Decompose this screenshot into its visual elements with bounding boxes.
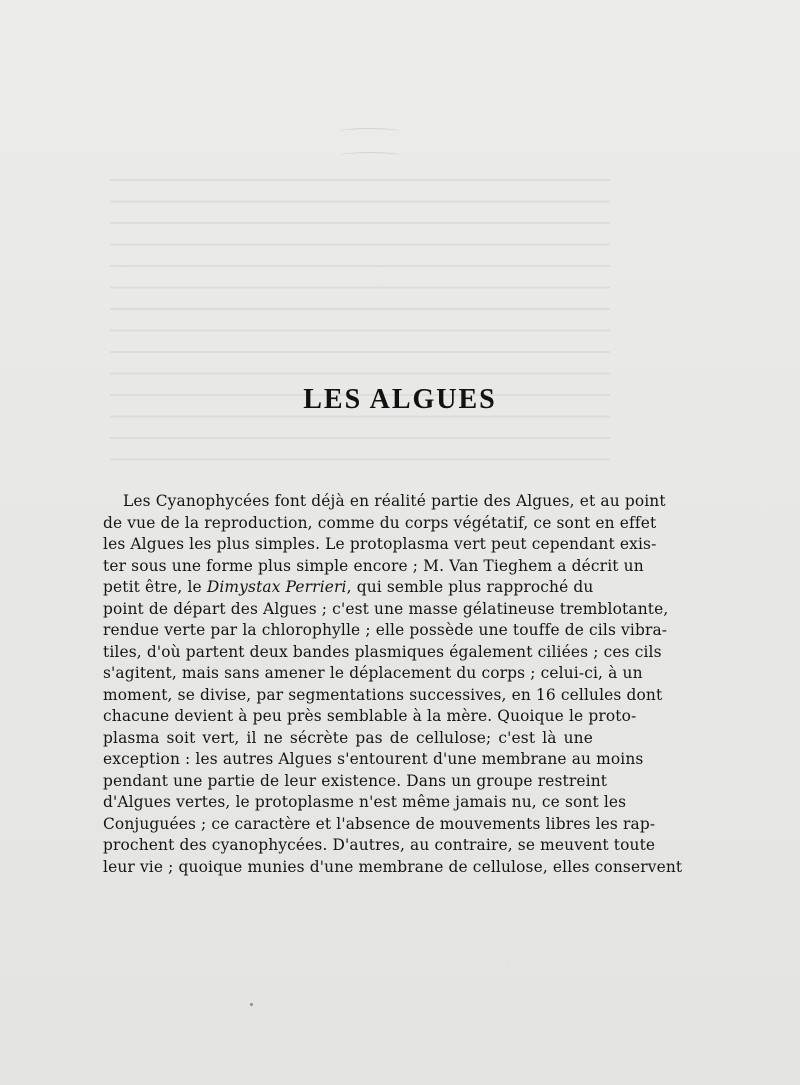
text-line: exception : les autres Algues s'entourent d'une membrane au moins xyxy=(103,750,644,768)
body-paragraph xyxy=(103,491,683,878)
ink-speck xyxy=(250,1003,253,1006)
text-line: de vue de la reproduction, comme du corps végétatif, ce sont en effet xyxy=(103,513,657,532)
text-line: petit être, le Dimystax Perrieri, qui semble plus rapproché du xyxy=(103,578,594,596)
text-line: point de départ des Algues ; c'est une masse gélatineuse tremblotante, xyxy=(103,599,669,618)
text-line: leur vie ; quoique munies d'une membrane de cellulose, elles conservent xyxy=(103,857,683,876)
text-line: Les Cyanophycées font déjà en réalité partie des Algues, et au point xyxy=(123,492,666,510)
text-line: chacune devient à peu près semblable à la mère. Quoique le proto- xyxy=(103,707,637,725)
text-line: tiles, d'où partent deux bandes plasmiques également ciliées ; ces cils xyxy=(103,642,662,661)
text-line: pendant une partie de leur existence. Dans un groupe restreint xyxy=(103,771,608,790)
text-line: d'Algues vertes, le protoplasme n'est même jamais nu, ce sont les xyxy=(103,793,627,811)
text-line: les Algues les plus simples. Le protoplasma vert peut cependant exis- xyxy=(103,535,657,553)
text-line: Conjuguées ; ce caractère et l'absence de mouvements libres les rap- xyxy=(103,814,656,833)
species-name: Dimystax Perrieri xyxy=(206,578,347,596)
text-line: ter sous une forme plus simple encore ; M. Van Tieghem a décrit un xyxy=(103,556,644,575)
ornament-top xyxy=(340,128,400,135)
text-line: plasma soit vert, il ne sécrète pas de cellulose; c'est là une xyxy=(103,728,593,747)
page-title: LES ALGUES xyxy=(303,384,497,415)
text-line: prochent des cyanophycées. D'autres, au contraire, se meuvent toute xyxy=(103,836,656,854)
text-line: rendue verte par la chlorophylle ; elle possède une touffe de cils vibra- xyxy=(103,621,668,639)
text-line: s'agitent, mais sans amener le déplacement du corps ; celui-ci, à un xyxy=(103,664,643,682)
ornament-bottom xyxy=(340,152,400,159)
show-through-text xyxy=(110,165,610,465)
text-line: moment, se divise, par segmentations successives, en 16 cellules dont xyxy=(103,685,663,704)
